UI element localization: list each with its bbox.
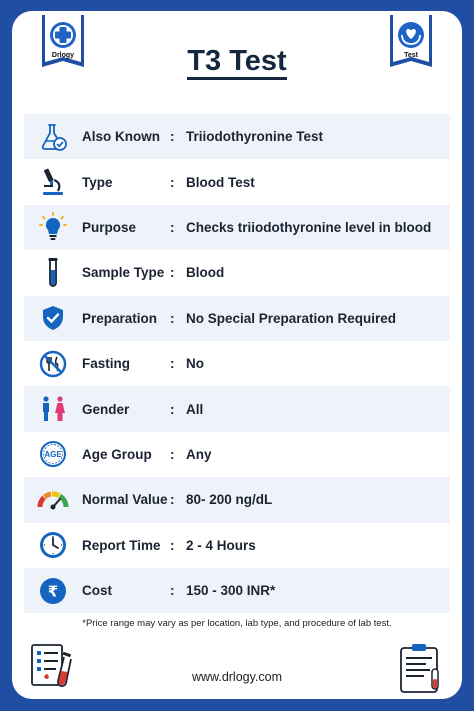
row-preparation [24,296,450,341]
row-value: 80- 200 ng/dL [186,492,273,508]
row-label: Cost [82,583,112,599]
clipboard-icon [398,643,444,695]
row-value: 2 - 4 Hours [186,537,256,553]
row-label: Report Time [82,537,161,553]
row-type [24,159,450,204]
test-tube-icon [24,257,82,289]
row-colon: : [170,583,175,599]
row-colon: : [170,446,175,462]
row-age-group [24,432,450,477]
row-gender [24,386,450,431]
row-value: Blood Test [186,174,255,190]
age-icon-text: AGE [44,450,62,460]
row-value: Blood [186,265,225,281]
rupee-symbol: ₹ [47,582,59,601]
row-fasting [24,341,450,386]
row-label: Type [82,174,113,190]
age-icon [24,439,82,469]
microscope-icon [24,167,82,197]
row-value: Checks triiodothyronine level in blood [186,219,432,235]
row-value: No Special Preparation Required [186,310,397,326]
info-rows [24,114,450,613]
price-disclaimer: *Price range may vary as per location, lab type, and procedure of lab test. [82,618,392,629]
row-colon: : [170,401,175,417]
right-badge-label: Test [404,52,418,59]
rupee-icon [24,576,82,606]
row-value: Triiodothyronine Test [186,129,324,145]
row-value: No [186,356,204,372]
clock-icon [24,530,82,560]
row-value: All [186,401,204,417]
row-also-known [24,114,450,159]
gender-icon [24,394,82,424]
row-report-time [24,523,450,568]
row-colon: : [170,265,175,281]
row-colon: : [170,356,175,372]
row-label: Gender [82,401,130,417]
shield-check-icon [24,303,82,333]
row-label: Also Known [82,129,160,145]
row-label: Age Group [82,446,152,462]
test-info-card [12,11,462,699]
row-normal-value [24,477,450,522]
flask-check-icon [24,122,82,152]
row-colon: : [170,129,175,145]
row-colon: : [170,174,175,190]
row-label: Preparation [82,310,158,326]
website-link[interactable]: www.drlogy.com [191,670,283,684]
lab-report-icon [30,643,80,695]
row-colon: : [170,537,175,553]
page-title: T3 Test [12,45,462,78]
row-cost [24,568,450,613]
row-label: Sample Type [82,265,165,281]
gauge-icon [24,485,82,515]
row-label: Purpose [82,219,137,235]
left-badge-label: Drlogy [51,52,75,59]
lightbulb-icon [24,212,82,242]
row-colon: : [170,219,175,235]
row-label: Fasting [82,356,131,372]
no-food-icon [24,349,82,379]
row-colon: : [170,310,175,326]
row-colon: : [170,492,175,508]
row-label: Normal Value [82,492,168,508]
row-value: 150 - 300 INR* [186,583,276,599]
row-purpose [24,205,450,250]
row-sample-type [24,250,450,295]
row-value: Any [186,446,212,462]
